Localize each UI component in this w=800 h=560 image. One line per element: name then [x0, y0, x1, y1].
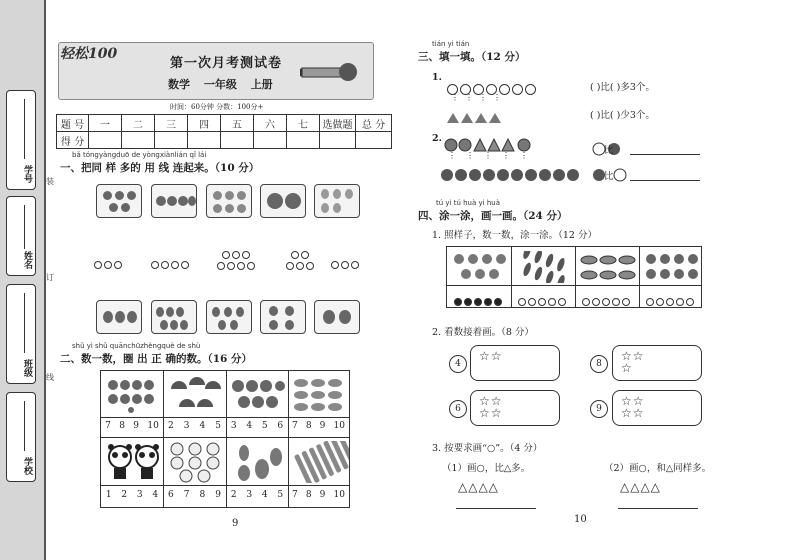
circle-group: [93, 254, 123, 273]
score-cell[interactable]: [188, 132, 221, 149]
count-number: 4: [449, 355, 467, 373]
cut-mark: 订: [46, 273, 54, 282]
binding-strip: [0, 0, 46, 560]
number-choices: [226, 490, 288, 500]
number-choices: [101, 421, 163, 431]
time-info: 时间：60分钟 分数：100分+: [170, 103, 264, 111]
number-option[interactable]: 8: [305, 421, 312, 431]
pear-icon: [314, 184, 360, 218]
circle-row: [446, 80, 537, 99]
circle-group: [330, 254, 360, 273]
score-cell[interactable]: [356, 132, 392, 149]
number-option[interactable]: 9: [319, 421, 326, 431]
q4-part2: 2. 看数接着画。（8 分）: [432, 327, 534, 338]
strawberry-icon: [96, 184, 142, 218]
page-number-right: 10: [574, 514, 587, 525]
exam-subline: [168, 76, 273, 92]
watermelon-icon: [260, 184, 306, 218]
exam-spread: 学号 姓名 班级 学校 装 订 线 轻松100 第一次月考测试卷 数学 一年级 上册 时间：60分钟 分数：100分+ 题 号 一 二 三 四 五 六 七 选做题 总 分 得 分 bǎ tóngyàngduō de yòngxiànlián qǐ lái 一、把同 样 多的 用 线 连起来。（10 分） shǔ yì shǔ quānchūzhèngquè de shù 二、数一数，圈 出 正 确的数。（16 分） 7 8 9 10 2 3 4 5 3 4 5 6 7 8 9 10 1 2 3 4 6 7 8 9 2 3 4 5 7 8 9 10 9 tián yi tián 三、填一填。（12 分） 1. ⋮ ⋮ ⋮ ⋮ ( )比( )多3个。 ( )比( )少3个。 2. ⋮ ⋮ ⋮ ⋮ ⋮ 比 比 tú yi tú huà yi huà 四、涂一涂，画一画。（24 分） 1. 照样子，数一数，涂一涂。（12 分） 2. 看数接着画。（8 分） 4 ☆☆ 8 ☆☆ ☆ 6 ☆☆ ☆☆ 9 ☆☆ ☆☆ 3. 按要求画“○”。（4 分） （1）画○，比△多。 （2）画○，和△同样多。 △△△△ △△△△ 10: [0, 0, 800, 560]
q1-title: 一、把同 样 多的 用 线 连起来。（10 分）: [60, 162, 260, 174]
q2-pinyin: shǔ yì shǔ quānchūzhèngquè de shù: [72, 342, 201, 350]
number-option[interactable]: 8: [199, 490, 206, 500]
number-option[interactable]: 1: [105, 490, 112, 500]
q3-item1-fill-b[interactable]: ( )比( )少3个。: [590, 110, 655, 121]
number-option[interactable]: 4: [246, 421, 253, 431]
count-number: 8: [590, 355, 608, 373]
table-row: [57, 115, 392, 132]
name-box: [6, 196, 36, 276]
score-cell[interactable]: [287, 132, 320, 149]
table-cell: 得 分: [57, 132, 89, 149]
q3-item1-number: 1.: [432, 72, 442, 83]
q4-part3: 3. 按要求画“○”。（4 分）: [432, 443, 543, 454]
circle-group: [214, 248, 258, 270]
q4-title: 四、涂一涂，画一画。（24 分）: [418, 210, 568, 222]
table-cell: 总 分: [356, 115, 392, 132]
number-option[interactable]: 3: [183, 421, 190, 431]
table-cell: 二: [122, 115, 155, 132]
subject: 数学: [168, 78, 190, 91]
number-choices: [288, 421, 349, 431]
number-option[interactable]: 7: [183, 490, 190, 500]
deer-icon: [151, 300, 197, 334]
q3-item2-number: 2.: [432, 133, 442, 144]
number-choices: [163, 490, 226, 500]
score-table: [56, 114, 392, 149]
number-option[interactable]: 6: [277, 421, 284, 431]
number-option[interactable]: 7: [292, 421, 298, 431]
name-label: 姓名: [22, 251, 32, 269]
count-number: 6: [449, 400, 467, 418]
student-id-label: 学号: [22, 165, 32, 183]
squirrel-icon: [643, 251, 701, 287]
count-number: 9: [590, 400, 608, 418]
number-choices: [226, 421, 288, 431]
table-cell: 题 号: [57, 115, 89, 132]
umbrella-icon: [167, 375, 223, 415]
volume: 上册: [250, 78, 273, 91]
q3-pinyin: tián yi tián: [432, 40, 470, 48]
grade: 一年级: [203, 78, 237, 91]
q1-pinyin: bǎ tóngyàngduō de yòngxiànlián qǐ lái: [72, 151, 207, 159]
exam-title: 第一次月考测试卷: [170, 56, 283, 71]
number-option[interactable]: 2: [230, 490, 237, 500]
number-option[interactable]: 2: [121, 490, 128, 500]
dog-icon: [260, 300, 306, 334]
table-cell: 三: [155, 115, 188, 132]
bird-icon: [96, 300, 142, 334]
cut-mark: 装: [46, 177, 54, 186]
number-choices: [163, 421, 226, 431]
draw-box[interactable]: [470, 345, 560, 381]
number-option[interactable]: 7: [292, 490, 298, 500]
q3-item1-fill-a[interactable]: ( )比( )多3个。: [590, 82, 655, 93]
table-cell: 五: [221, 115, 254, 132]
triangle-row: △△△△: [458, 480, 499, 494]
sample-circles: [453, 291, 503, 310]
number-option[interactable]: 4: [199, 421, 206, 431]
corn-icon: [293, 441, 349, 483]
number-option[interactable]: 4: [261, 490, 268, 500]
brand-logo: 轻松100: [60, 46, 118, 62]
color-circles[interactable]: [581, 291, 631, 310]
score-cell[interactable]: [122, 132, 155, 149]
star-icon: ☆☆ ☆☆: [479, 394, 503, 420]
answer-line[interactable]: [618, 508, 698, 509]
triangle-row: △△△△: [620, 480, 661, 494]
circle-group: [278, 248, 322, 270]
color-circles[interactable]: [517, 291, 567, 310]
panda-icon: [107, 443, 161, 481]
number-option[interactable]: 3: [246, 490, 253, 500]
number-option[interactable]: 9: [215, 490, 221, 500]
rabbit-icon: [206, 300, 252, 334]
school-box: [6, 392, 36, 482]
q4-part1: 1. 照样子，数一数，涂一涂。（12 分）: [432, 230, 597, 241]
bird-icon: [292, 375, 348, 415]
rabbit-icon: [232, 443, 286, 483]
chick-icon: [451, 251, 509, 287]
score-cell[interactable]: [221, 132, 254, 149]
number-option[interactable]: 4: [152, 490, 159, 500]
owl-icon: [314, 300, 360, 334]
number-choices: [101, 490, 163, 500]
number-choices: [288, 490, 349, 500]
number-option[interactable]: 5: [215, 421, 221, 431]
tomato-icon: [440, 167, 590, 186]
number-option[interactable]: 5: [261, 421, 268, 431]
score-cell[interactable]: [320, 132, 356, 149]
star-icon: ☆☆ ☆☆: [621, 394, 645, 420]
q2-title: 二、数一数，圈 出 正 确的数。（16 分）: [60, 353, 252, 365]
answer-line[interactable]: [630, 154, 700, 155]
number-option[interactable]: 8: [305, 490, 312, 500]
class-label: 班级: [22, 359, 32, 377]
number-option[interactable]: 6: [168, 490, 174, 500]
tomato-icon: [151, 184, 197, 218]
strawberry-icon: [230, 377, 286, 413]
table-cell: 七: [287, 115, 320, 132]
q4-part3-b: （2）画○，和△同样多。: [604, 463, 712, 474]
score-cell[interactable]: [89, 132, 122, 149]
number-option[interactable]: 3: [230, 421, 237, 431]
table-cell: 选做题: [320, 115, 356, 132]
eggplant-icon: [515, 251, 573, 287]
student-id-box: [6, 90, 36, 190]
school-label: 学校: [22, 457, 32, 475]
number-option[interactable]: 2: [168, 421, 174, 431]
number-option[interactable]: 9: [133, 421, 140, 431]
cartoon-pencil-icon: [300, 58, 360, 88]
number-option[interactable]: 8: [119, 421, 125, 431]
class-box: [6, 284, 36, 384]
score-cell[interactable]: [254, 132, 287, 149]
circle-group: [150, 254, 190, 273]
draw-box[interactable]: [612, 390, 702, 426]
number-option[interactable]: 9: [319, 490, 326, 500]
number-option[interactable]: 5: [277, 490, 284, 500]
tomato-icon: [105, 377, 159, 413]
number-option[interactable]: 10: [333, 490, 345, 500]
answer-line[interactable]: [456, 508, 536, 509]
compare-word: 比: [604, 145, 614, 156]
draw-box[interactable]: [612, 345, 702, 381]
table-cell: 四: [188, 115, 221, 132]
number-option[interactable]: 10: [147, 421, 159, 431]
star-icon: ☆☆: [479, 349, 503, 363]
score-cell[interactable]: [155, 132, 188, 149]
sheep-icon: [168, 441, 224, 483]
q3-title: 三、填一填。（12 分）: [418, 51, 526, 63]
hat-icon: [579, 251, 637, 287]
answer-line[interactable]: [630, 180, 700, 181]
color-circles[interactable]: [645, 291, 695, 310]
q4-part3-a: （1）画○，比△多。: [442, 463, 531, 474]
table-cell: 六: [254, 115, 287, 132]
compare-word: 比: [604, 171, 614, 182]
number-option[interactable]: 3: [136, 490, 143, 500]
q2-count-grid: [100, 370, 350, 508]
number-option[interactable]: 7: [105, 421, 111, 431]
triangle-row: [446, 108, 502, 127]
star-icon: ☆☆ ☆: [621, 349, 645, 375]
color-count-grid: [446, 246, 702, 308]
page-number-left: 9: [232, 518, 239, 529]
table-row: [57, 132, 392, 149]
q4-pinyin: tú yi tú huà yi huà: [436, 199, 500, 207]
table-cell: 一: [89, 115, 122, 132]
draw-box[interactable]: [470, 390, 560, 426]
number-option[interactable]: 10: [333, 421, 345, 431]
cut-mark: 线: [46, 373, 54, 382]
peach-icon: [206, 184, 252, 218]
